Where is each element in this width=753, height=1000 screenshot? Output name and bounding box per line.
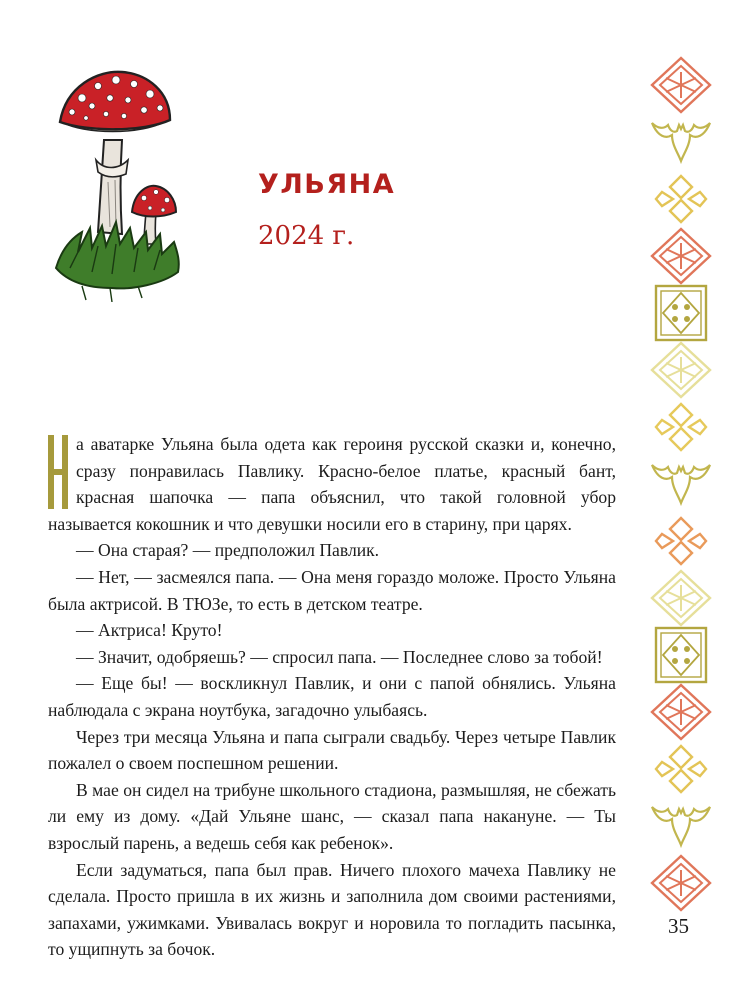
paragraph: — Значит, одобряешь? — спросил папа. — Последнее слово за тобой! — [76, 646, 603, 667]
paragraph: В мае он сидел на трибуне школьного стадиона, размышляя, не сбежать ли ему из дому. «Дай Ульяне шанс, — сказал папа накануне. — Ты взрослый парень, а ведешь себя как ребенок». — [48, 779, 616, 853]
cross-motif-icon — [648, 740, 714, 798]
cross-motif-icon — [648, 398, 714, 456]
fly-agaric-mushroom-illustration — [52, 62, 184, 302]
rhombus-pattern-icon — [648, 227, 714, 285]
page-number: 35 — [668, 914, 689, 938]
bat-icon — [648, 455, 714, 513]
body-text — [48, 431, 616, 963]
paragraph: — Нет, — засмеялся папа. — Она меня гораздо моложе. Просто Ульяна была актрисой. В ТЮЗе, то есть в детском театре. — [48, 566, 616, 614]
bat-icon — [648, 797, 714, 855]
square-dots-icon — [648, 284, 714, 342]
rhombus-pattern-icon — [648, 683, 714, 741]
square-dots-icon — [648, 626, 714, 684]
paragraph — [48, 431, 616, 537]
ornament-border — [648, 56, 714, 896]
bat-icon — [648, 113, 714, 171]
paragraph-text: а аватарке Ульяна была одета как героиня русской сказки и, конечно, сразу понравилась Павлику. Красно-белое платье, красный бант, красная шапочка — папа объяснил, что такой головной убор называется кокошник и что девушки носили его в старину, при царях. — [48, 434, 616, 534]
paragraph: Через три месяца Ульяна и папа сыграли свадьбу. Через четыре Павлик пожалел о своем поспешном решении. — [48, 726, 616, 774]
chapter-heading — [258, 168, 395, 252]
paragraph: Если задуматься, папа был прав. Ничего плохого мачеха Павлику не сделала. Просто пришла в их жизнь и заполнила дом своими растениями, запахами, ужимками. Увивалась вокруг и норовила то погладить пасынка, то ущипнуть за бочок. — [48, 859, 616, 960]
cross-motif-icon — [648, 170, 714, 228]
paragraph: — Она старая? — предположил Павлик. — [76, 540, 380, 561]
rhombus-pattern-icon — [648, 341, 714, 399]
chapter-title: УЛЬЯНА — [258, 169, 396, 200]
rhombus-pattern-icon — [648, 854, 714, 912]
rhombus-pattern-icon — [648, 56, 714, 114]
chapter-year: 2024 г. — [258, 221, 355, 251]
paragraph: — Еще бы! — воскликнул Павлик, и они с папой обнялись. Ульяна наблюдала с экрана ноутбука, загадочно улыбаясь. — [48, 673, 616, 720]
rhombus-pattern-icon — [648, 569, 714, 627]
dropcap-letter — [48, 435, 68, 509]
paragraph: — Актриса! Круто! — [76, 620, 223, 641]
cross-motif-icon — [648, 512, 714, 570]
